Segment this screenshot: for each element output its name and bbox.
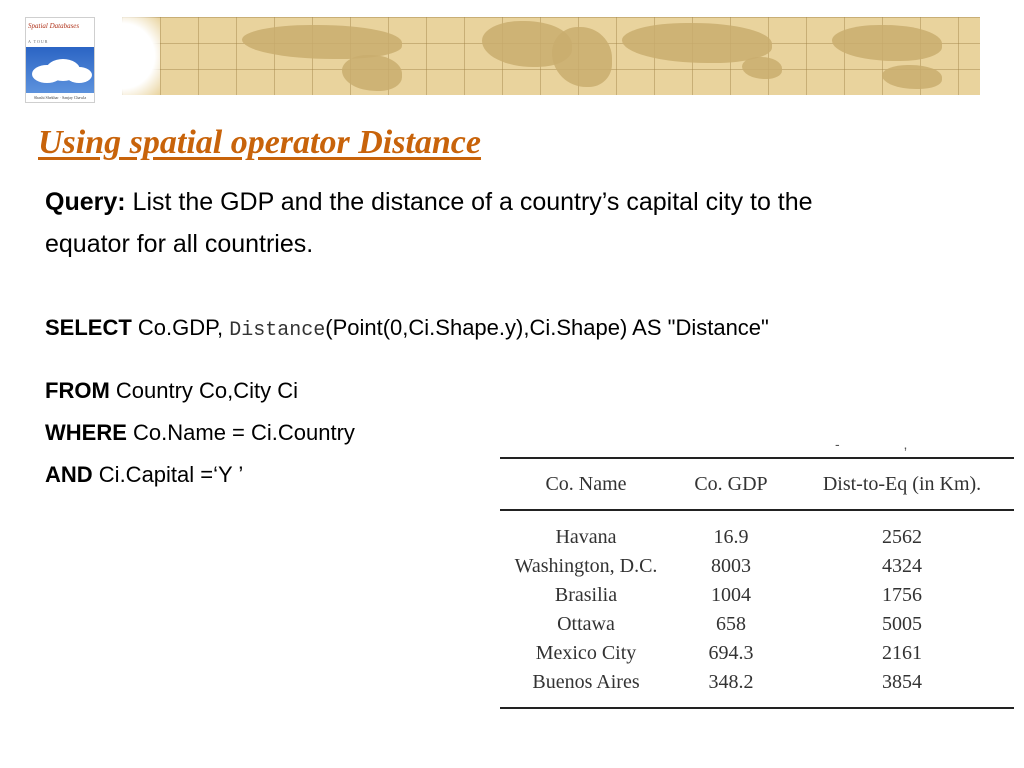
cell-distance: 2562 [882, 526, 922, 548]
sql-from-tables: Country Co,City Ci [115, 378, 299, 403]
table-row [500, 581, 1014, 610]
cell-country-name: Brasilia [554, 584, 618, 606]
table-row [500, 639, 1014, 668]
cell-gdp: 1004 [711, 584, 751, 606]
book-cover-subtitle: A TOUR [28, 39, 49, 44]
cell-country-name: Mexico City [535, 642, 637, 664]
query-text: List the GDP and the distance of a country’s capital city to the equator for all countries. [45, 188, 813, 258]
book-cover-title: Spatial Databases [28, 22, 80, 30]
table-row [500, 610, 1014, 639]
cell-gdp: 8003 [711, 555, 751, 577]
cell-country-name: Washington, D.C. [514, 555, 658, 577]
sql-distance-function: Distance [229, 319, 326, 342]
sql-select-keyword: SELECT [45, 315, 132, 340]
table-header-row [500, 458, 1014, 510]
cell-gdp: 16.9 [713, 526, 749, 548]
book-cover-sky [26, 47, 94, 93]
sql-select-columns: Co.GDP, [137, 315, 224, 340]
book-cover-image [25, 17, 95, 103]
cell-distance: 4324 [882, 555, 922, 577]
table-row [500, 668, 1014, 708]
sql-where-condition: Co.Name = Ci.Country [133, 420, 355, 445]
cell-country-name: Buenos Aires [500, 668, 672, 708]
column-header-distance: Dist-to-Eq (in Km). [790, 458, 1014, 510]
sql-distance-args: (Point(0,Ci.Shape.y),Ci.Shape) AS "Distance" [325, 315, 769, 340]
world-map-banner [122, 17, 980, 95]
column-header-name: Co. Name [500, 458, 672, 510]
sql-and-keyword: AND [45, 462, 93, 487]
sql-and-condition: Ci.Capital =‘Y ’ [98, 462, 244, 487]
table-row [500, 510, 1014, 552]
cell-distance: 5005 [882, 613, 922, 635]
cell-country-name: Ottawa [557, 613, 615, 635]
slide-title: Using spatial operator Distance [38, 124, 481, 161]
cell-gdp: 658 [716, 613, 746, 635]
sql-from-keyword: FROM [45, 378, 110, 403]
cell-gdp: 348.2 [672, 668, 790, 708]
table-row [500, 552, 1014, 581]
sql-from-line [45, 378, 298, 404]
cell-distance: 1756 [882, 584, 922, 606]
sql-and-line [45, 462, 243, 488]
cell-gdp: 694.3 [708, 642, 754, 664]
cell-country-name: Havana [555, 526, 617, 548]
cell-distance: 3854 [790, 668, 1014, 708]
sql-where-keyword: WHERE [45, 420, 127, 445]
book-cover-authors: Shashi Shekhar · Sanjay Chawla [33, 95, 87, 100]
result-table [500, 457, 1014, 709]
query-description [45, 181, 865, 265]
column-header-gdp: Co. GDP [672, 458, 790, 510]
query-label: Query: [45, 188, 126, 216]
table-scan-marks: - , [835, 436, 938, 452]
sql-select-line [45, 315, 769, 344]
cell-distance: 2161 [882, 642, 922, 664]
sql-where-line [45, 420, 355, 446]
